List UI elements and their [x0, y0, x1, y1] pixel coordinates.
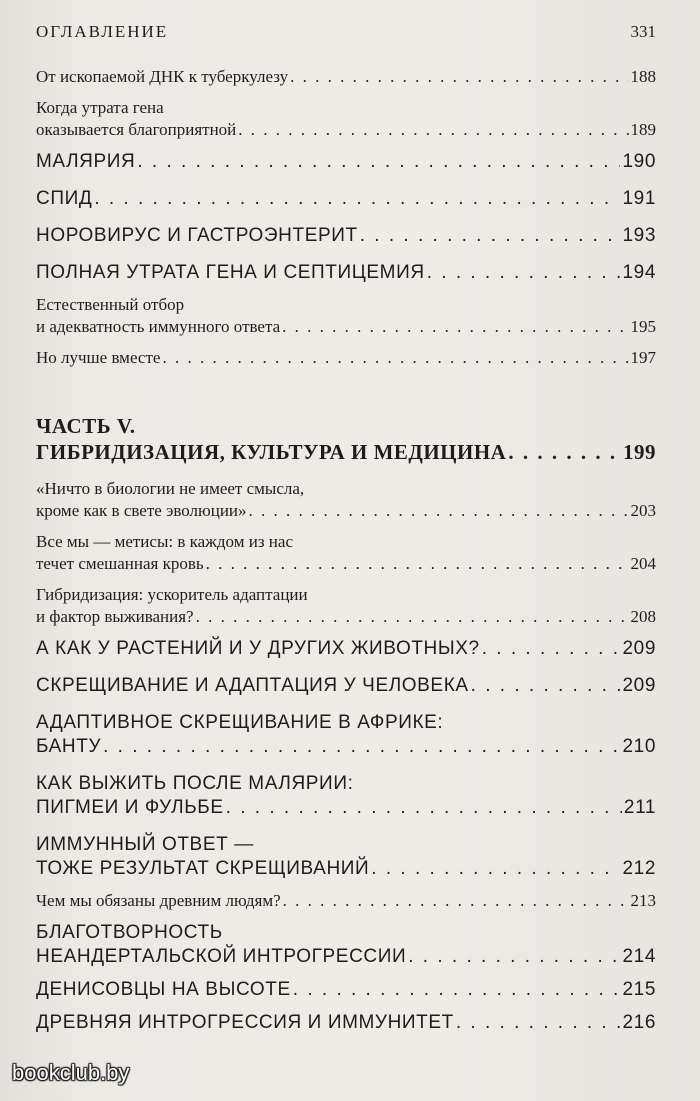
site-watermark: bookclub.by — [12, 1060, 130, 1085]
toc-entry-title-line: МАЛЯРИЯ — [36, 151, 136, 172]
toc-entry-leader-row — [36, 261, 656, 285]
toc-entry-title-line: СКРЕЩИВАНИЕ И АДАПТАЦИЯ У ЧЕЛОВЕКА — [36, 675, 469, 696]
toc-entry-leader-row — [36, 553, 656, 575]
dot-leader — [282, 316, 628, 338]
toc-entry-title-line: Гибридизация: ускоритель адаптации — [36, 585, 308, 604]
toc-entry-title-line: Но лучше вместе — [36, 348, 161, 367]
dot-leader — [103, 735, 620, 759]
toc-page-number: 194 — [622, 262, 656, 283]
toc-entry-title-line: Все мы — метисы: в каждом из нас — [36, 532, 293, 551]
toc-entry — [36, 261, 656, 285]
dot-leader — [427, 261, 621, 285]
toc-entry-leader-row — [36, 735, 656, 759]
toc-entry — [36, 531, 656, 575]
dot-leader — [226, 796, 622, 820]
toc-entry — [36, 637, 656, 661]
toc-entry — [36, 66, 656, 88]
dot-leader — [471, 674, 621, 698]
toc-entry-title-line: БЛАГОТВОРНОСТЬ — [36, 922, 223, 943]
toc-entry-leader-row — [36, 150, 656, 174]
dot-leader — [360, 224, 621, 248]
toc-entry-title-line: НОРОВИРУС И ГАСТРОЭНТЕРИТ — [36, 225, 358, 246]
toc-page-number: 213 — [630, 891, 656, 910]
toc-entry-leader-row — [36, 500, 656, 522]
toc-page-number: 212 — [622, 858, 656, 879]
toc-entry-title-line: БАНТУ — [36, 736, 102, 757]
toc-entry-title-line: течет смешанная кровь — [36, 554, 204, 573]
toc-entry-leader-row — [36, 637, 656, 661]
toc-entry — [36, 187, 656, 211]
toc-entry — [36, 921, 656, 969]
toc-entry-leader-row — [36, 796, 656, 820]
toc-page-number: 199 — [623, 440, 656, 464]
toc-page-number: 214 — [622, 946, 656, 967]
toc-page-number: 216 — [622, 1012, 656, 1033]
toc-entry-title-line: «Ничто в биологии не имеет смысла, — [36, 479, 305, 498]
dot-leader — [94, 187, 620, 211]
dot-leader — [162, 347, 628, 369]
toc-entry — [36, 978, 656, 1002]
toc-entry — [36, 772, 656, 820]
dot-leader — [371, 857, 620, 881]
toc-entry-title-line: и фактор выживания? — [36, 607, 194, 626]
toc-entry-title-line: А КАК У РАСТЕНИЙ И У ДРУГИХ ЖИВОТНЫХ? — [36, 638, 480, 659]
toc-entry-leader-row — [36, 347, 656, 369]
running-title: ОГЛАВЛЕНИЕ — [36, 22, 169, 41]
toc-entry — [36, 347, 656, 369]
toc-page-number: 188 — [630, 67, 656, 86]
toc-entry — [36, 1011, 656, 1035]
toc-entry-title-line: ПОЛНАЯ УТРАТА ГЕНА И СЕПТИЦЕМИЯ — [36, 262, 425, 283]
table-of-contents — [36, 66, 656, 1035]
dot-leader — [206, 553, 629, 575]
dot-leader — [456, 1011, 621, 1035]
dot-leader — [408, 945, 620, 969]
toc-entry-leader-row — [36, 890, 656, 912]
toc-entry-leader-row — [36, 66, 656, 88]
toc-entry — [36, 890, 656, 912]
page-number: 331 — [630, 22, 656, 41]
toc-entry-title-line: ЧАСТЬ V. — [36, 414, 136, 438]
toc-entry — [36, 294, 656, 338]
dot-leader — [196, 606, 629, 628]
dot-leader — [249, 500, 629, 522]
toc-entry-title-line: ДЕНИСОВЦЫ НА ВЫСОТЕ — [36, 979, 291, 1000]
toc-entry — [36, 97, 656, 141]
toc-entry-title-line: ПИГМЕИ И ФУЛЬБЕ — [36, 797, 224, 818]
dot-leader — [137, 150, 620, 174]
dot-leader — [238, 119, 628, 141]
toc-page-number: 195 — [630, 317, 656, 336]
toc-entry-title-line: и адекватность иммунного ответа — [36, 317, 281, 336]
toc-page-number: 203 — [630, 501, 656, 520]
toc-entry-title-line: ИММУННЫЙ ОТВЕТ — — [36, 834, 254, 855]
toc-entry — [36, 478, 656, 522]
toc-page-number: 191 — [622, 188, 656, 209]
toc-entry-title-line: ТОЖЕ РЕЗУЛЬТАТ СКРЕЩИВАНИЙ — [36, 858, 370, 879]
toc-entry-title-line: КАК ВЫЖИТЬ ПОСЛЕ МАЛЯРИИ: — [36, 773, 354, 794]
toc-entry-title-line: ГИБРИДИЗАЦИЯ, КУЛЬТУРА И МЕДИЦИНА — [36, 440, 507, 464]
toc-entry-leader-row — [36, 316, 656, 338]
toc-page-number: 209 — [622, 675, 656, 696]
toc-entry — [36, 224, 656, 248]
toc-page-number: 210 — [622, 736, 656, 757]
toc-entry — [36, 413, 656, 465]
toc-page-number: 208 — [630, 607, 656, 626]
toc-page-number: 189 — [630, 120, 656, 139]
toc-entry — [36, 833, 656, 881]
toc-entry-leader-row — [36, 945, 656, 969]
toc-entry-leader-row — [36, 978, 656, 1002]
toc-page-number: 211 — [623, 797, 656, 818]
dot-leader — [508, 439, 621, 465]
toc-page-number: 204 — [630, 554, 656, 573]
toc-page-number: 197 — [630, 348, 656, 367]
toc-entry-leader-row — [36, 187, 656, 211]
toc-page-number: 190 — [622, 151, 656, 172]
toc-entry — [36, 711, 656, 759]
page-header — [36, 22, 656, 50]
toc-entry — [36, 150, 656, 174]
toc-entry-title-line: НЕАНДЕРТАЛЬСКОЙ ИНТРОГРЕССИИ — [36, 946, 407, 967]
toc-entry-title-line: кроме как в свете эволюции» — [36, 501, 247, 520]
toc-entry-leader-row — [36, 439, 656, 465]
toc-page-number: 215 — [622, 979, 656, 1000]
toc-entry-leader-row — [36, 857, 656, 881]
toc-entry-title-line: Естественный отбор — [36, 295, 185, 314]
dot-leader — [290, 66, 628, 88]
toc-entry-title-line: Когда утрата гена — [36, 98, 164, 117]
toc-entry-leader-row — [36, 119, 656, 141]
toc-entry-leader-row — [36, 1011, 656, 1035]
toc-entry — [36, 584, 656, 628]
toc-entry-title-line: оказывается благоприятной — [36, 120, 237, 139]
toc-page-number: 209 — [622, 638, 656, 659]
toc-entry-title-line: Чем мы обязаны древним людям? — [36, 891, 281, 910]
dot-leader — [482, 637, 621, 661]
toc-entry-title-line: От ископаемой ДНК к туберкулезу — [36, 67, 289, 86]
toc-entry-leader-row — [36, 606, 656, 628]
toc-entry-title-line: АДАПТИВНОЕ СКРЕЩИВАНИЕ В АФРИКЕ: — [36, 712, 444, 733]
dot-leader — [283, 890, 629, 912]
toc-entry-leader-row — [36, 674, 656, 698]
toc-entry — [36, 674, 656, 698]
toc-entry-leader-row — [36, 224, 656, 248]
toc-entry-title-line: СПИД — [36, 188, 93, 209]
toc-entry-title-line: ДРЕВНЯЯ ИНТРОГРЕССИЯ И ИММУНИТЕТ — [36, 1012, 454, 1033]
toc-page-number: 193 — [622, 225, 656, 246]
dot-leader — [293, 978, 621, 1002]
